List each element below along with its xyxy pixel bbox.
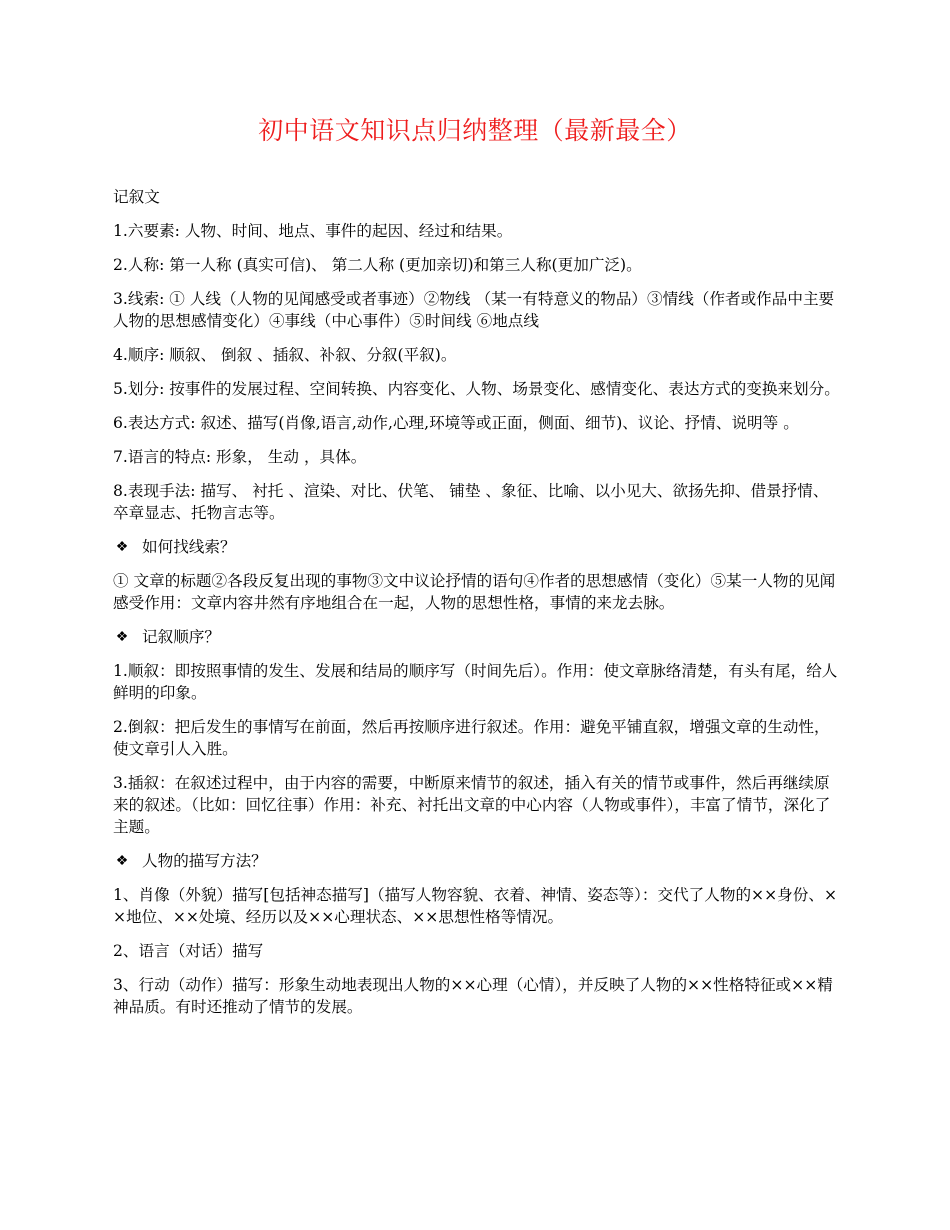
element-item-8: 8.表现手法: 描写、 衬托 、渲染、对比、伏笔、 铺垫 、象征、比喻、以小见大、欲扬先抑、借景抒情、卒章显志、托物言志等。 (113, 482, 829, 522)
element-item-2: 2.人称: 第一人称 (真实可信)、 第二人称 (更加亲切)和第三人称(更加广泛)。 (113, 256, 642, 274)
description-item-2: 2、语言（对话）描写 (113, 942, 264, 960)
description-heading (113, 850, 841, 872)
document-title: 初中语文知识点归纳整理（最新最全） (258, 116, 692, 145)
order-heading (113, 626, 841, 648)
diamond-bullet-icon: ❖ (115, 629, 129, 645)
clue-heading (113, 536, 841, 558)
element-item-1: 1.六要素: 人物、时间、地点、事件的起因、经过和结果。 (113, 222, 513, 240)
element-item-5: 5.划分: 按事件的发展过程、空间转换、内容变化、人物、场景变化、感情变化、表达方式的变换来划分。 (113, 380, 840, 398)
description-item-1: 1、肖像（外貌）描写[包括神态描写]（描写人物容貌、衣着、神情、姿态等）：交代了人物的××身份、××地位、××处境、经历以及××心理状态、××思想性格等情况。 (113, 886, 838, 926)
element-item-7: 7.语言的特点: 形象， 生动 ，具体。 (113, 448, 367, 466)
order-item-1: 1.顺叙：即按照事情的发生、发展和结局的顺序写（时间先后）。作用：使文章脉络清楚，有头有尾，给人鲜明的印象。 (113, 662, 838, 702)
element-item-4: 4.顺序: 顺叙、 倒叙 、插叙、补叙、分叙(平叙)。 (113, 346, 457, 364)
section-label: 记叙文 (113, 188, 160, 206)
order-heading-text: 记叙顺序？ (142, 628, 220, 646)
document-body (113, 186, 841, 1030)
diamond-bullet-icon: ❖ (115, 539, 129, 555)
diamond-bullet-icon: ❖ (115, 853, 129, 869)
element-item-3: 3.线索: ① 人线（人物的见闻感受或者事迹）②物线 （某一有特意义的物品）③情线（作者或作品中主要人物的思想感情变化）④事线（中心事件）⑤时间线 ⑥地点线 (113, 290, 835, 330)
description-heading-text: 人物的描写方法？ (142, 852, 267, 870)
element-item-6: 6.表达方式: 叙述、描写(肖像,语言,动作,心理,环境等或正面，侧面、细节)、议论、抒情、说明等 。 (113, 414, 799, 432)
clue-body: ① 文章的标题②各段反复出现的事物③文中议论抒情的语句④作者的思想感情（变化）⑤某一人物的见闻感受作用：文章内容井然有序地组合在一起，人物的思想性格，事情的来龙去脉。 (113, 572, 836, 612)
description-item-3: 3、行动（动作）描写：形象生动地表现出人物的××心理（心情），并反映了人物的××性格特征或××精神品质。有时还推动了情节的发展。 (113, 976, 833, 1016)
clue-heading-text: 如何找线索？ (142, 538, 236, 556)
order-item-2: 2.倒叙：把后发生的事情写在前面，然后再按顺序进行叙述。作用：避免平铺直叙，增强文章的生动性，使文章引人入胜。 (113, 718, 830, 758)
order-item-3: 3.插叙：在叙述过程中，由于内容的需要，中断原来情节的叙述，插入有关的情节或事件，然后再继续原来的叙述。（比如：回忆往事）作用：补充、衬托出文章的中心内容（人物或事件），丰富了情节，深化了主题。 (113, 774, 831, 836)
